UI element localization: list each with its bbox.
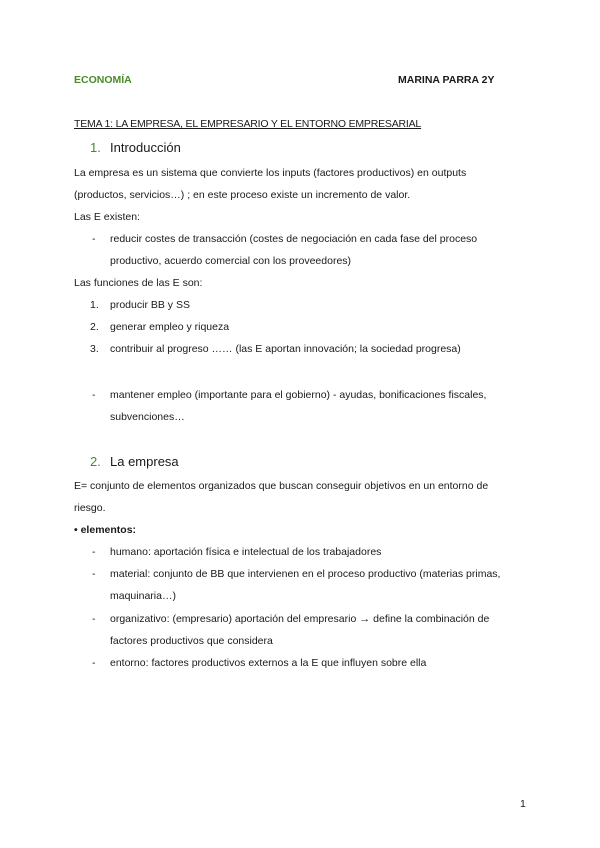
section2-def-line1: E= conjunto de elementos organizados que buscan conseguir objetivos en un entorno de bbox=[74, 480, 489, 492]
section2-def-line2: riesgo. bbox=[74, 502, 106, 514]
element-dash: - bbox=[92, 568, 96, 580]
functions-intro: Las funciones de las E son: bbox=[74, 277, 203, 289]
section2-heading bbox=[90, 454, 179, 469]
element-dash: - bbox=[92, 613, 96, 625]
element-organizativo-line2: factores productivos que considera bbox=[110, 635, 273, 647]
element-organizativo-line1 bbox=[110, 613, 489, 625]
extra-dash: - bbox=[92, 389, 96, 401]
header-author: MARINA PARRA 2Y bbox=[398, 74, 495, 86]
function-num: 2. bbox=[90, 321, 99, 333]
extra-line1: mantener empleo (importante para el gobierno) - ayudas, bonificaciones fiscales, bbox=[110, 389, 487, 401]
exist-intro: Las E existen: bbox=[74, 211, 140, 223]
arrow-right-icon: → bbox=[359, 613, 371, 625]
section2-title: La empresa bbox=[110, 454, 179, 469]
element-material-line2: maquinaria…) bbox=[110, 590, 176, 602]
element-material-line1: material: conjunto de BB que intervienen en el proceso productivo (materias primas, bbox=[110, 568, 501, 580]
elements-label: • elementos: bbox=[74, 524, 137, 536]
element-dash: - bbox=[92, 657, 96, 669]
section2-number: 2. bbox=[90, 454, 101, 469]
extra-line2: subvenciones… bbox=[110, 411, 185, 423]
section1-para-line1: La empresa es un sistema que convierte los inputs (factores productivos) en outputs bbox=[74, 167, 467, 179]
tema-title: TEMA 1: LA EMPRESA, EL EMPRESARIO Y EL ENTORNO EMPRESARIAL bbox=[74, 118, 422, 130]
exist-dash: - bbox=[92, 233, 96, 245]
section1-para-line2: (productos, servicios…) ; en este proceso existe un incremento de valor. bbox=[74, 189, 411, 201]
section1-heading bbox=[90, 140, 181, 155]
organizativo-text-b: define la combinación de bbox=[373, 613, 490, 625]
exist-item-line1: reducir costes de transacción (costes de negociación en cada fase del proceso bbox=[110, 233, 478, 245]
section1-number: 1. bbox=[90, 140, 101, 155]
function-text: contribuir al progreso …… (las E aportan innovación; la sociedad progresa) bbox=[110, 343, 461, 355]
element-dash: - bbox=[92, 546, 96, 558]
function-text: generar empleo y riqueza bbox=[110, 321, 230, 333]
section1-title: Introducción bbox=[110, 140, 181, 155]
function-num: 3. bbox=[90, 343, 99, 355]
element-entorno: entorno: factores productivos externos a la E que influyen sobre ella bbox=[110, 657, 427, 669]
function-num: 1. bbox=[90, 299, 99, 311]
function-text: producir BB y SS bbox=[110, 299, 190, 311]
page-number: 1 bbox=[520, 798, 526, 810]
element-humano: humano: aportación física e intelectual de los trabajadores bbox=[110, 546, 382, 558]
organizativo-text-a: organizativo: (empresario) aportación del empresario bbox=[110, 613, 357, 625]
exist-item-line2: productivo, acuerdo comercial con los proveedores) bbox=[110, 255, 352, 267]
header-subject: ECONOMÍA bbox=[74, 74, 132, 86]
